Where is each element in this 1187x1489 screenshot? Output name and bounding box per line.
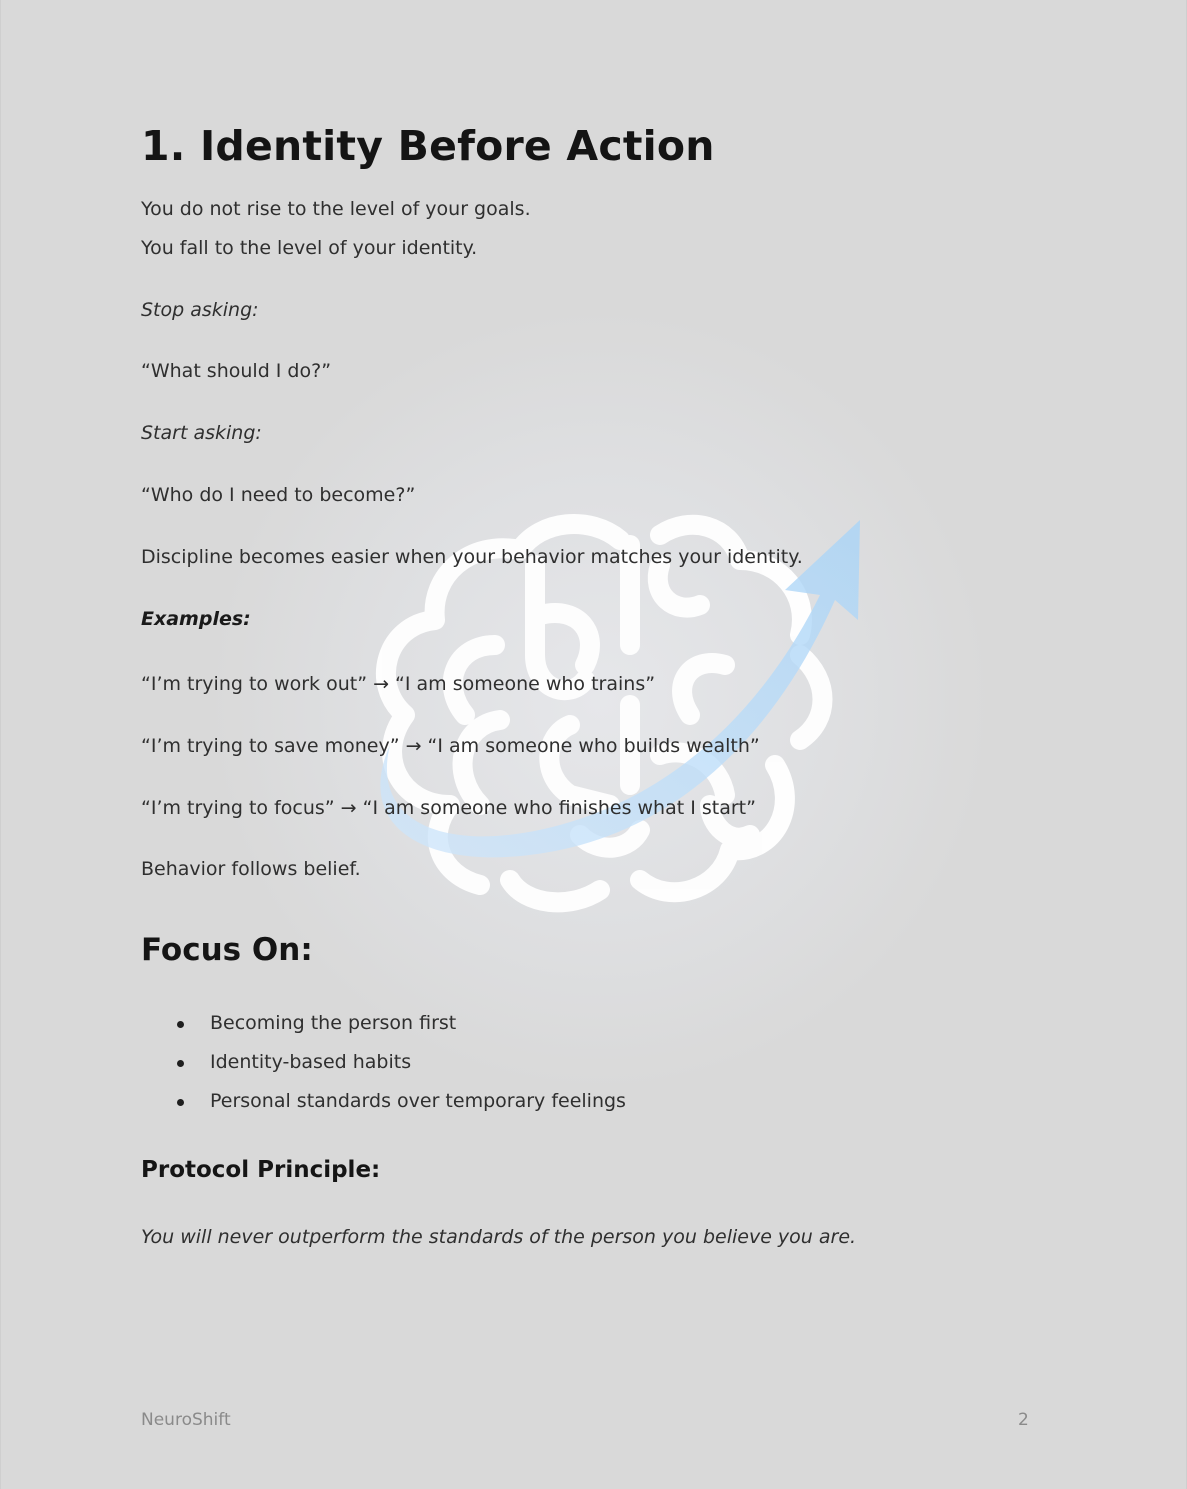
intro-line-2: You fall to the level of your identity.	[141, 237, 478, 259]
bullet-icon	[177, 1060, 184, 1067]
stop-asking-label: Stop asking:	[141, 299, 259, 321]
list-item-text: Becoming the person first	[210, 1012, 457, 1034]
footer-brand: NeuroShift	[141, 1410, 231, 1430]
discipline-line: Discipline becomes easier when your behavior matches your identity.	[141, 546, 803, 568]
focus-heading: Focus On:	[141, 932, 313, 968]
start-asking-question: “Who do I need to become?”	[141, 484, 416, 506]
list-item-text: Personal standards over temporary feelings	[210, 1090, 626, 1112]
page-title: 1. Identity Before Action	[141, 122, 715, 170]
behavior-line: Behavior follows belief.	[141, 858, 361, 880]
start-asking-label: Start asking:	[141, 422, 262, 444]
bullet-icon	[177, 1021, 184, 1028]
example-item: “I’m trying to focus” → “I am someone who finishes what I start”	[141, 797, 756, 819]
stop-asking-question: “What should I do?”	[141, 360, 332, 382]
list-item-text: Identity-based habits	[210, 1051, 412, 1073]
brain-arrow-logo-icon	[330, 505, 890, 935]
examples-label: Examples:	[141, 608, 251, 630]
principle-heading: Protocol Principle:	[141, 1157, 381, 1183]
bullet-icon	[177, 1099, 184, 1106]
example-item: “I’m trying to save money” → “I am someone who builds wealth”	[141, 735, 760, 757]
example-item: “I’m trying to work out” → “I am someone who trains”	[141, 673, 656, 695]
intro-line-1: You do not rise to the level of your goals.	[141, 198, 531, 220]
page-number: 2	[1018, 1410, 1029, 1430]
principle-text: You will never outperform the standards of the person you believe you are.	[141, 1226, 857, 1248]
